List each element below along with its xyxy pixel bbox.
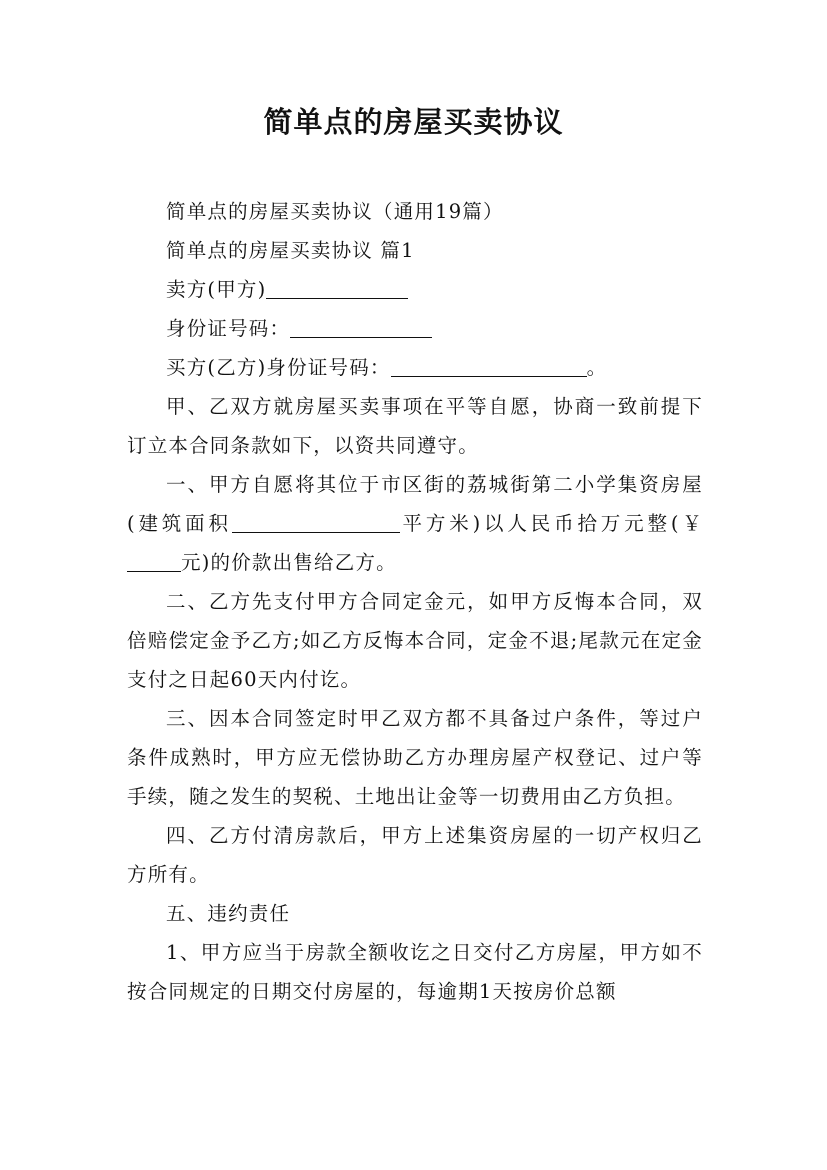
clause-2: 二、乙方先支付甲方合同定金元，如甲方反悔本合同，双倍赔偿定金予乙方;如乙方反悔本合同，定金不退;尾款元在定金支付之日起60天内付讫。 [127, 590, 703, 691]
clause-1-part-3: 元)的价款出售给乙方。 [181, 551, 397, 574]
id-line [127, 309, 703, 348]
intro-paragraph: 甲、乙双方就房屋买卖事项在平等自愿，协商一致前提下订立本合同条款如下，以资共同遵守。 [127, 395, 703, 457]
seller-line [127, 270, 703, 309]
clause-1 [127, 465, 703, 582]
clause-5: 五、违约责任 [166, 902, 291, 925]
buyer-id-blank [391, 354, 587, 377]
buyer-label: 买方(乙方)身份证号码： [166, 356, 391, 379]
seller-label: 卖方(甲方) [166, 278, 267, 301]
id-label: 身份证号码： [166, 317, 291, 340]
price-blank [127, 549, 181, 572]
document-body [127, 192, 703, 1011]
clause-3: 三、因本合同签定时甲乙双方都不具备过户条件，等过户条件成熟时，甲方应无偿协助乙方办理房屋产权登记、过户等手续，随之发生的契税、土地出让金等一切费用由乙方负担。 [127, 707, 703, 808]
buyer-line [127, 348, 703, 387]
clause-1-part-2: 平方米)以人民币拾万元整(￥ [399, 512, 704, 535]
area-blank [232, 510, 400, 533]
id-blank [290, 315, 432, 338]
clause-5-1: 1、甲方应当于房款全额收讫之日交付乙方房屋，甲方如不按合同规定的日期交付房屋的，每逾期1天按房价总额 [127, 941, 703, 1003]
section-heading: 简单点的房屋买卖协议 篇1 [166, 239, 415, 262]
clause-4: 四、乙方付清房款后，甲方上述集资房屋的一切产权归乙方所有。 [127, 824, 703, 886]
buyer-line-end: 。 [586, 356, 608, 379]
document-title: 简单点的房屋买卖协议 [263, 105, 564, 139]
seller-blank [266, 276, 408, 299]
clause-1-part-1: 一、甲方自愿将其位于市区街的荔城街第二小学集资房屋(建筑面积 [127, 473, 703, 535]
subtitle: 简单点的房屋买卖协议（通用19篇） [166, 200, 504, 223]
